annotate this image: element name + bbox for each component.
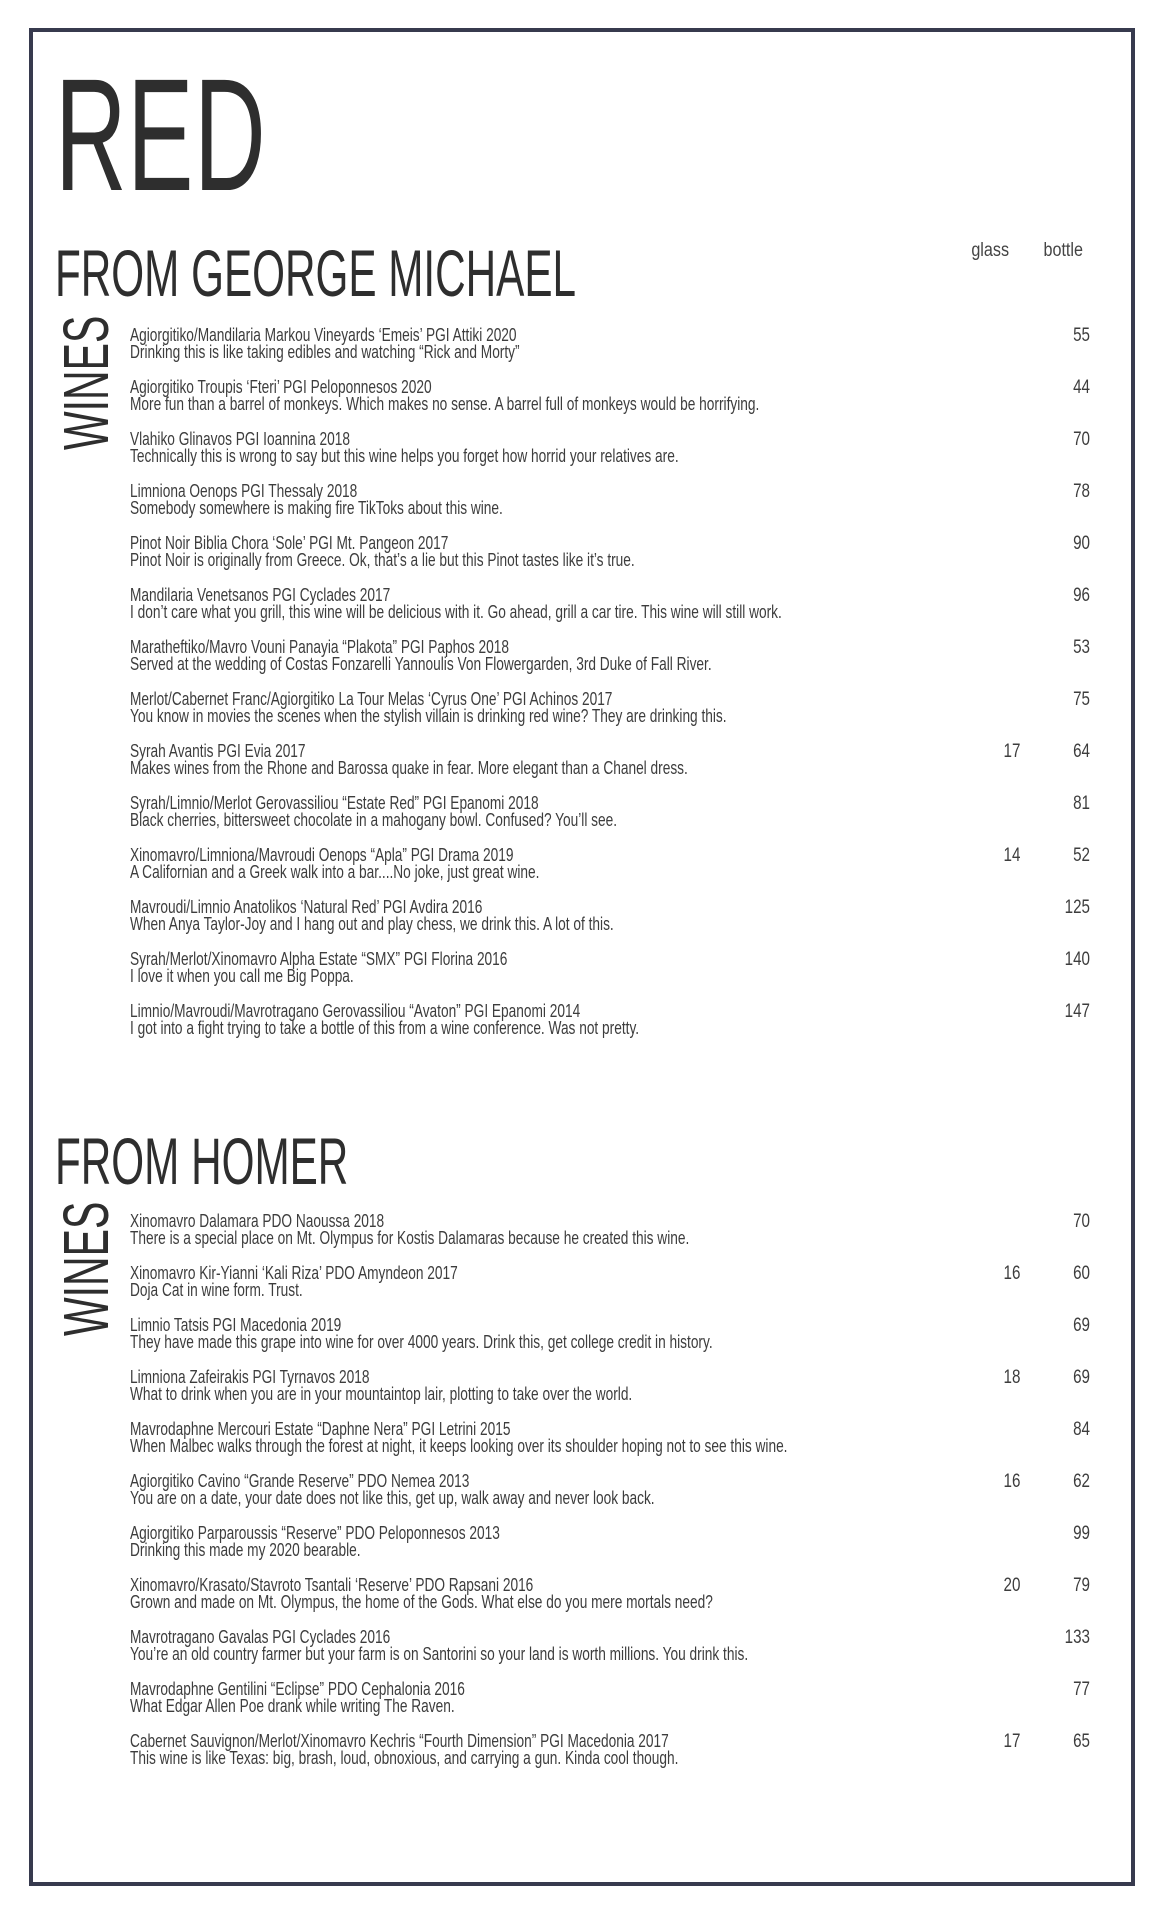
wine-item bbox=[130, 1368, 1090, 1420]
glass-price: 16 bbox=[1003, 1471, 1021, 1492]
bottle-column-header: bottle bbox=[1043, 240, 1083, 261]
wine-note: I got into a fight trying to take a bottle of this from a wine conference. Was not pretty. bbox=[130, 1017, 640, 1038]
wine-name: Syrah Avantis PGI Evia 2017 bbox=[130, 740, 306, 761]
wine-note: Makes wines from the Rhone and Barossa quake in fear. More elegant than a Chanel dress. bbox=[130, 757, 688, 778]
bottle-price: 69 bbox=[1073, 1315, 1090, 1336]
bottle-price: 44 bbox=[1073, 377, 1090, 398]
wine-item bbox=[130, 534, 1090, 586]
section-side-label-wines: WINES bbox=[50, 315, 122, 450]
glass-price: 14 bbox=[1003, 845, 1021, 866]
wine-item bbox=[130, 794, 1090, 846]
wine-note: Drinking this is like taking edibles and watching “Rick and Morty” bbox=[130, 341, 520, 362]
bottle-price: 65 bbox=[1073, 1731, 1090, 1752]
wine-item bbox=[130, 638, 1090, 690]
bottle-price: 60 bbox=[1073, 1263, 1090, 1284]
wine-name: Agiorgitiko Troupis ‘Fteri’ PGI Peloponnesos 2020 bbox=[130, 376, 432, 397]
wine-list-george-michael bbox=[130, 326, 1090, 1054]
bottle-price: 79 bbox=[1073, 1575, 1090, 1596]
wine-item bbox=[130, 482, 1090, 534]
bottle-price: 70 bbox=[1073, 429, 1090, 450]
bottle-price: 64 bbox=[1073, 741, 1090, 762]
wine-name: Agiorgitiko Parparoussis “Reserve” PDO Peloponnesos 2013 bbox=[130, 1522, 500, 1543]
wine-item bbox=[130, 1264, 1090, 1316]
bottle-price: 52 bbox=[1073, 845, 1090, 866]
wine-note: A Californian and a Greek walk into a bar....No joke, just great wine. bbox=[130, 861, 540, 882]
wine-item bbox=[130, 742, 1090, 794]
wine-item bbox=[130, 1576, 1090, 1628]
wine-item bbox=[130, 846, 1090, 898]
wine-name: Mavrodaphne Gentilini “Eclipse” PDO Cephalonia 2016 bbox=[130, 1678, 465, 1699]
bottle-price: 75 bbox=[1073, 689, 1090, 710]
wine-item bbox=[130, 1002, 1090, 1054]
wine-note: What Edgar Allen Poe drank while writing The Raven. bbox=[130, 1695, 455, 1716]
bottle-price: 99 bbox=[1073, 1523, 1090, 1544]
page-title: RED bbox=[55, 45, 267, 224]
wine-name: Mandilaria Venetsanos PGI Cyclades 2017 bbox=[130, 584, 391, 605]
bottle-price: 69 bbox=[1073, 1367, 1090, 1388]
wine-name: Xinomavro/Limniona/Mavroudi Oenops “Apla” PGI Drama 2019 bbox=[130, 844, 514, 865]
wine-item bbox=[130, 1212, 1090, 1264]
wine-name: Mavrodaphne Mercouri Estate “Daphne Nera” PGI Letrini 2015 bbox=[130, 1418, 511, 1439]
section-title-homer: FROM HOMER bbox=[55, 1124, 349, 1198]
bottle-price: 70 bbox=[1073, 1211, 1090, 1232]
wine-name: Xinomavro/Krasato/Stavroto Tsantali ‘Reserve’ PDO Rapsani 2016 bbox=[130, 1574, 534, 1595]
wine-note: There is a special place on Mt. Olympus for Kostis Dalamaras because he created this wine. bbox=[130, 1227, 690, 1248]
wine-name: Mavroudi/Limnio Anatolikos ‘Natural Red’ PGI Avdira 2016 bbox=[130, 896, 483, 917]
wine-name: Merlot/Cabernet Franc/Agiorgitiko La Tour Melas ‘Cyrus One’ PGI Achinos 2017 bbox=[130, 688, 613, 709]
wine-item bbox=[130, 1420, 1090, 1472]
wine-note: What to drink when you are in your mountaintop lair, plotting to take over the world. bbox=[130, 1383, 633, 1404]
wine-note: They have made this grape into wine for over 4000 years. Drink this, get college credit in history. bbox=[130, 1331, 713, 1352]
wine-name: Agiorgitiko/Mandilaria Markou Vineyards ‘Emeis’ PGI Attiki 2020 bbox=[130, 324, 517, 345]
glass-price: 17 bbox=[1003, 1731, 1021, 1752]
wine-item bbox=[130, 1316, 1090, 1368]
wine-item bbox=[130, 326, 1090, 378]
bottle-price: 133 bbox=[1064, 1627, 1090, 1648]
wine-name: Maratheftiko/Mavro Vouni Panayia “Plakota” PGI Paphos 2018 bbox=[130, 636, 509, 657]
wine-name: Syrah/Limnio/Merlot Gerovassiliou “Estate Red” PGI Epanomi 2018 bbox=[130, 792, 539, 813]
bottle-price: 78 bbox=[1073, 481, 1090, 502]
glass-column-header: glass bbox=[971, 240, 1010, 261]
glass-price: 18 bbox=[1003, 1367, 1021, 1388]
wine-item bbox=[130, 1628, 1090, 1680]
wine-note: More fun than a barrel of monkeys. Which makes no sense. A barrel full of monkeys would be horrifying. bbox=[130, 393, 760, 414]
wine-item bbox=[130, 1680, 1090, 1732]
wine-note: Drinking this made my 2020 bearable. bbox=[130, 1539, 361, 1560]
bottle-price: 84 bbox=[1073, 1419, 1090, 1440]
wine-list-homer bbox=[130, 1212, 1090, 1784]
bottle-price: 81 bbox=[1073, 793, 1090, 814]
section-title-george-michael: FROM GEORGE MICHAEL bbox=[55, 236, 577, 310]
wine-name: Syrah/Merlot/Xinomavro Alpha Estate “SMX” PGI Florina 2016 bbox=[130, 948, 508, 969]
wine-item bbox=[130, 950, 1090, 1002]
wine-name: Xinomavro Kir-Yianni ‘Kali Riza’ PDO Amyndeon 2017 bbox=[130, 1262, 458, 1283]
wine-item bbox=[130, 586, 1090, 638]
bottle-price: 125 bbox=[1064, 897, 1090, 918]
bottle-price: 96 bbox=[1073, 585, 1090, 606]
bottle-price: 53 bbox=[1073, 637, 1090, 658]
glass-price: 16 bbox=[1003, 1263, 1021, 1284]
wine-note: Served at the wedding of Costas Fonzarelli Yannoulis Von Flowergarden, 3rd Duke of Fall River. bbox=[130, 653, 712, 674]
wine-item bbox=[130, 1732, 1090, 1784]
wine-note: I love it when you call me Big Poppa. bbox=[130, 965, 354, 986]
wine-note: You are on a date, your date does not like this, get up, walk away and never look back. bbox=[130, 1487, 655, 1508]
wine-note: When Malbec walks through the forest at night, it keeps looking over its shoulder hoping not to see this wine. bbox=[130, 1435, 788, 1456]
bottle-price: 55 bbox=[1073, 325, 1090, 346]
bottle-price: 62 bbox=[1073, 1471, 1090, 1492]
wine-item bbox=[130, 690, 1090, 742]
wine-note: Pinot Noir is originally from Greece. Ok, that’s a lie but this Pinot tastes like it’s true. bbox=[130, 549, 635, 570]
wine-note: Somebody somewhere is making fire TikToks about this wine. bbox=[130, 497, 503, 518]
wine-item bbox=[130, 1472, 1090, 1524]
wine-name: Limnio/Mavroudi/Mavrotragano Gerovassiliou “Avaton” PGI Epanomi 2014 bbox=[130, 1000, 581, 1021]
wine-note: You know in movies the scenes when the stylish villain is drinking red wine? They are drinking this. bbox=[130, 705, 727, 726]
wine-note: Grown and made on Mt. Olympus, the home of the Gods. What else do you mere mortals need? bbox=[130, 1591, 713, 1612]
wine-name: Vlahiko Glinavos PGI Ioannina 2018 bbox=[130, 428, 350, 449]
glass-price: 20 bbox=[1003, 1575, 1021, 1596]
wine-item bbox=[130, 430, 1090, 482]
glass-price: 17 bbox=[1003, 741, 1021, 762]
wine-name: Limniona Oenops PGI Thessaly 2018 bbox=[130, 480, 358, 501]
wine-name: Pinot Noir Biblia Chora ‘Sole’ PGI Mt. Pangeon 2017 bbox=[130, 532, 449, 553]
wine-note: Black cherries, bittersweet chocolate in a mahogany bowl. Confused? You’ll see. bbox=[130, 809, 618, 830]
section-side-label-wines: WINES bbox=[50, 1201, 122, 1336]
wine-note: This wine is like Texas: big, brash, loud, obnoxious, and carrying a gun. Kinda cool though. bbox=[130, 1747, 679, 1768]
wine-note: I don’t care what you grill, this wine will be delicious with it. Go ahead, grill a car tire. This wine will still work. bbox=[130, 601, 782, 622]
wine-name: Limnio Tatsis PGI Macedonia 2019 bbox=[130, 1314, 342, 1335]
bottle-price: 147 bbox=[1064, 1001, 1090, 1022]
wine-note: You’re an old country farmer but your farm is on Santorini so your land is worth millions. You drink this. bbox=[130, 1643, 749, 1664]
wine-item bbox=[130, 1524, 1090, 1576]
bottle-price: 140 bbox=[1064, 949, 1090, 970]
wine-name: Agiorgitiko Cavino “Grande Reserve” PDO Nemea 2013 bbox=[130, 1470, 470, 1491]
wine-note: When Anya Taylor-Joy and I hang out and play chess, we drink this. A lot of this. bbox=[130, 913, 614, 934]
wine-item bbox=[130, 898, 1090, 950]
wine-name: Limniona Zafeirakis PGI Tyrnavos 2018 bbox=[130, 1366, 370, 1387]
wine-name: Mavrotragano Gavalas PGI Cyclades 2016 bbox=[130, 1626, 391, 1647]
wine-name: Xinomavro Dalamara PDO Naoussa 2018 bbox=[130, 1210, 385, 1231]
wine-note: Technically this is wrong to say but this wine helps you forget how horrid your relatives are. bbox=[130, 445, 679, 466]
bottle-price: 77 bbox=[1073, 1679, 1090, 1700]
wine-item bbox=[130, 378, 1090, 430]
wine-note: Doja Cat in wine form. Trust. bbox=[130, 1279, 303, 1300]
wine-name: Cabernet Sauvignon/Merlot/Xinomavro Kechris “Fourth Dimension” PGI Macedonia 2017 bbox=[130, 1730, 669, 1751]
bottle-price: 90 bbox=[1073, 533, 1090, 554]
